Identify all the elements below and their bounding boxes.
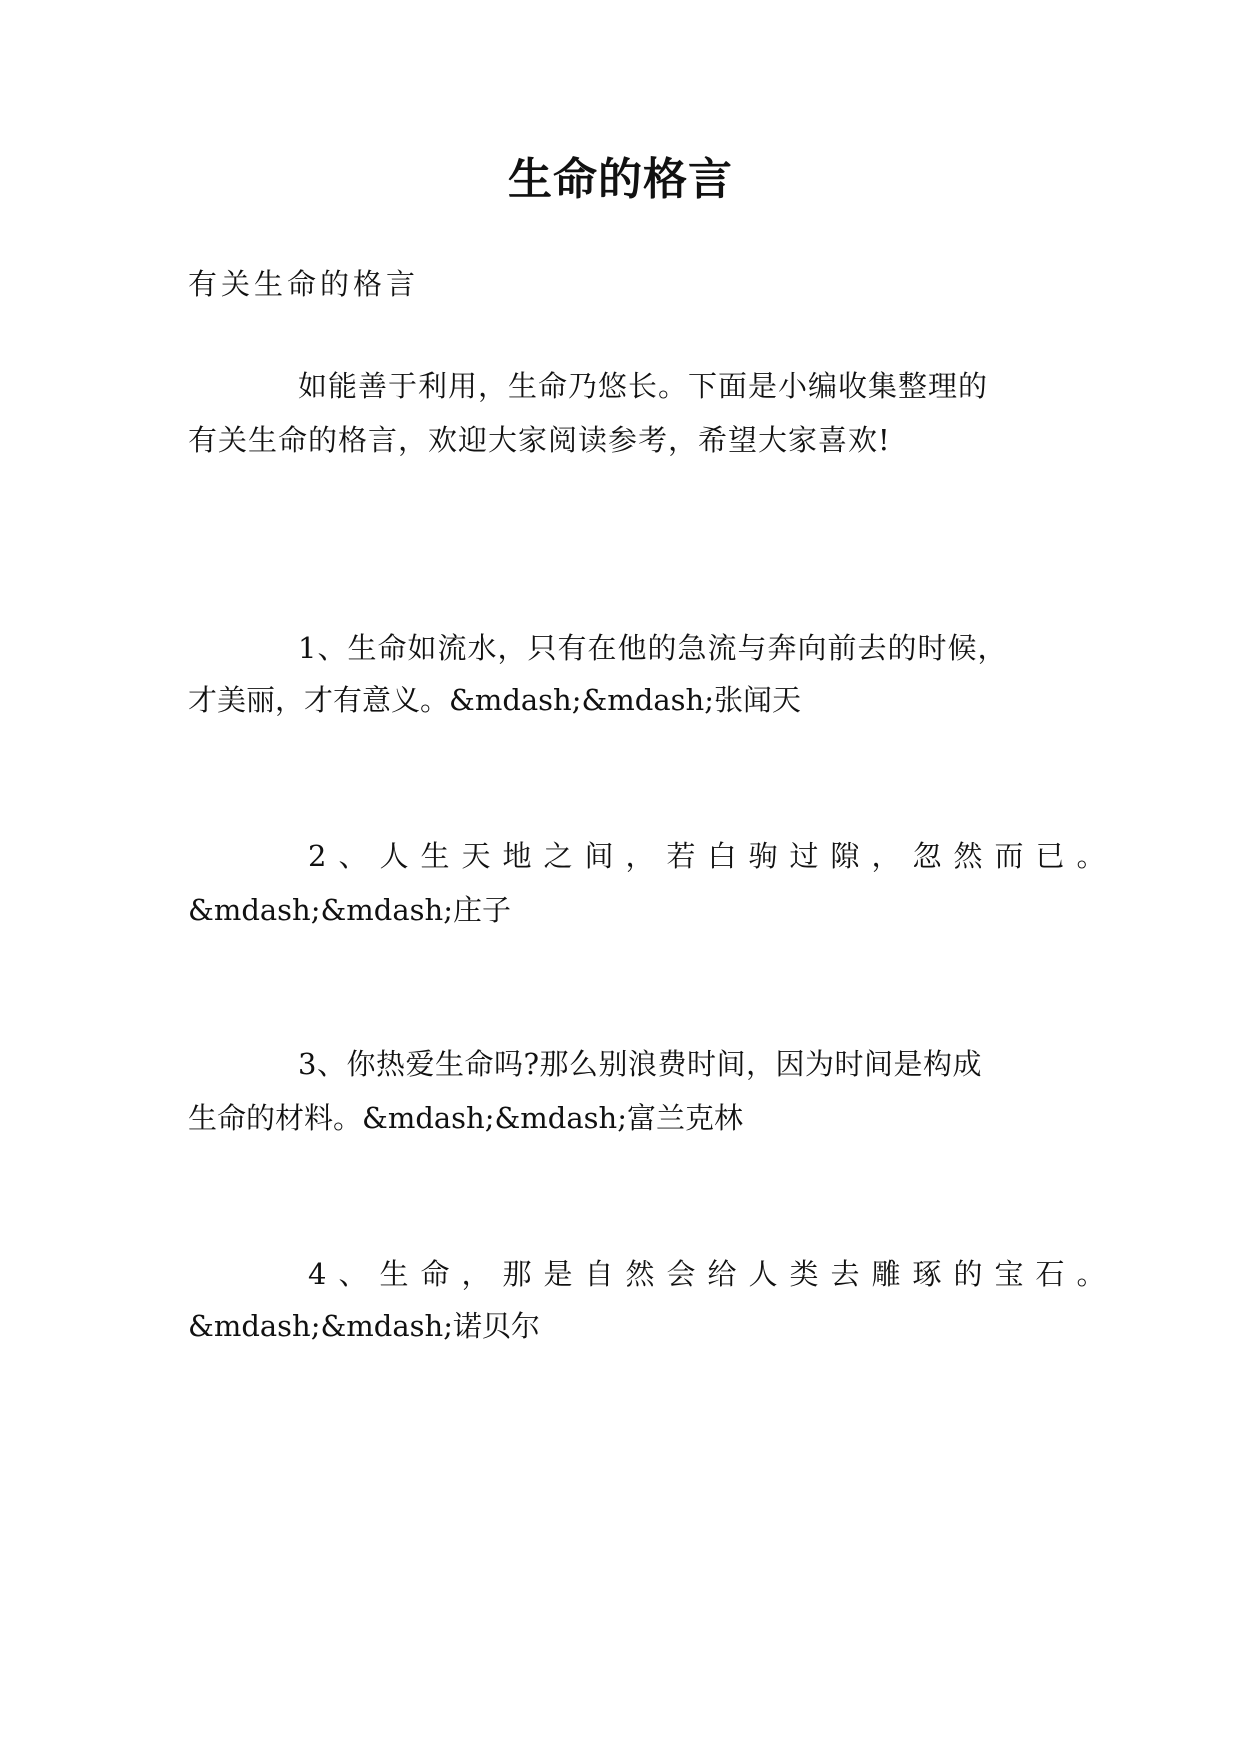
quote-1-line-1: 1、生命如流水，只有在他的急流与奔向前去的时候， bbox=[298, 631, 1008, 665]
quote-3-line-1: 3、你热爱生命吗?那么别浪费时间，因为时间是构成 bbox=[298, 1047, 982, 1081]
quote-1-line-2: 才美丽，才有意义。&mdash;&mdash;张闻天 bbox=[188, 683, 801, 717]
intro-line-1: 如能善于利用，生命乃悠长。下面是小编收集整理的 bbox=[298, 369, 989, 403]
quote-4-line-1: 4、生命，那是自然会给人类去雕琢的宝石。 bbox=[308, 1257, 1118, 1291]
quote-2-line-2: &mdash;&mdash;庄子 bbox=[188, 893, 511, 927]
document-title: 生命的格言 bbox=[508, 154, 733, 205]
quote-3-line-2: 生命的材料。&mdash;&mdash;富兰克林 bbox=[188, 1101, 743, 1135]
document-subtitle: 有关生命的格言 bbox=[188, 267, 420, 301]
quote-4-line-2: &mdash;&mdash;诺贝尔 bbox=[188, 1309, 540, 1343]
intro-line-2: 有关生命的格言，欢迎大家阅读参考，希望大家喜欢! bbox=[188, 423, 891, 457]
quote-2-line-1: 2、人生天地之间，若白驹过隙，忽然而已。 bbox=[308, 839, 1118, 873]
